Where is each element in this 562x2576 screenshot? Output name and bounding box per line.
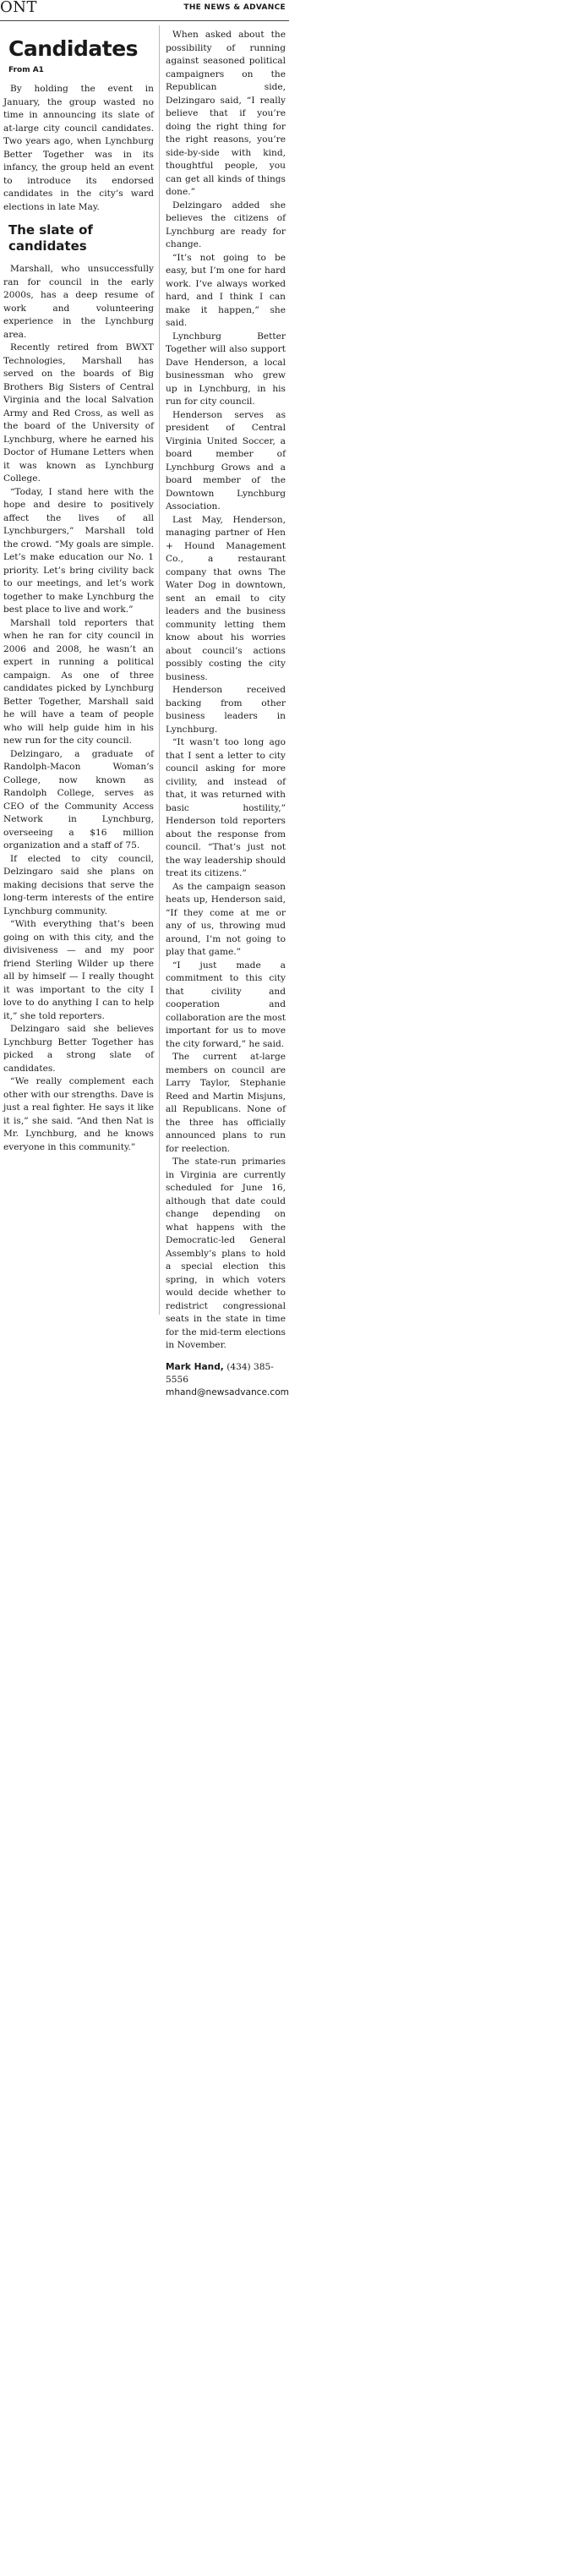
byline-phone: (434) 385-5556 <box>166 1361 274 1385</box>
article-paragraph: “Today, I stand here with the hope and desire to positively affect the lives of all Lynchburgers,” Marshall told the crowd. “My goals are simple. Let’s make education our No. 1 priority. Let’s bring civility back to our meetings, and let’s work together to make Lynchburg the best place to live and work.” <box>3 486 154 615</box>
right-column <box>166 29 290 1399</box>
intro-paragraphs <box>3 83 154 214</box>
article-paragraph: Henderson serves as president of Central Virginia United Soccer, a board member of Lynchburg Grows and a board member of the Downtown Lynchburg Association. <box>166 409 286 511</box>
article-paragraph: By holding the event in January, the group wasted no time in announcing its slate of at-large city council candidates. Two years ago, when Lynchburg Better Together was in its infancy, the group held an event to introduce its endorsed candidates in the city’s ward elections in late May. <box>3 84 154 212</box>
byline-name: Mark Hand, <box>166 1361 224 1372</box>
article-paragraph: The current at-large members on council are Larry Taylor, Stephanie Reed and Martin Misjuns, all Republicans. None of the three has officially announced plans to run for reelection. <box>166 1052 286 1154</box>
left-column <box>3 29 154 1154</box>
article-paragraph: “With everything that’s been going on with this city, and the divisiveness — and my poor friend Sterling Wilder up there all by himself — I really thought it was important to the city I love to do anything I can to help it,” she told reporters. <box>3 919 154 1021</box>
jump-label: From A1 <box>8 66 44 74</box>
article-paragraph: Marshall, who unsuccessfully ran for council in the early 2000s, has a deep resume of work and volunteering experience in the Lynchburg area. <box>3 264 154 340</box>
article-headline: Candidates <box>8 36 139 61</box>
article-paragraph: Marshall told reporters that when he ran for city council in 2006 and 2008, he wasn’t an expert in running a political campaign. As one of three candidates picked by Lynchburg Better Together, Marshall said he will have a team of people who will help guide him in his new run for the city council. <box>3 617 154 746</box>
article-paragraph: The state-run primaries in Virginia are currently scheduled for June 16, although that date could change depending on what happens with the Democratic-led General Assembly’s plans to hold a special election this spring, in which voters would decide whether to redistrict congressional seats in the state in time for the mid-term elections in November. <box>166 1157 286 1350</box>
section-subhead: The slate of candidates <box>8 222 93 254</box>
masthead <box>0 0 289 21</box>
byline-email: mhand@newsadvance.com <box>166 1386 290 1397</box>
article-paragraph: “We really complement each other with our strengths. Dave is just a real fighter. He says it like it is,” she said. “And then Nat is Mr. Lynchburg, and he knows everyone in this community.” <box>3 1076 154 1152</box>
article-paragraph: Delzingaro added she believes the citizens of Lynchburg are ready for change. <box>166 200 286 249</box>
article-paragraph: Last May, Henderson, managing partner of Hen + Hound Management Co., a restaurant company that owns The Water Dog in downtown, sent an email to city leaders and the business community letting them know about his worries about council’s actions possibly costing the city business. <box>166 514 286 682</box>
newspaper-name: THE NEWS & ADVANCE <box>183 3 286 12</box>
article-paragraph: When asked about the possibility of running against seasoned political campaigners on the Republican side, Delzingaro said, “I really believe that if you’re doing the right thing for the right reasons, you’re side-by-side with kind, thoughtful people, you can get all kinds of things done.” <box>166 30 286 197</box>
body-paragraphs-left <box>3 263 154 1154</box>
article-paragraph: Recently retired from BWXT Technologies, Marshall has served on the boards of Big Brothers Big Sisters of Central Virginia and the local Salvation Army and Red Cross, as well as the board of the University of Lynchburg, where he earned his Doctor of Humane Letters when it was known as Lynchburg College. <box>3 342 154 484</box>
article-paragraph: If elected to city council, Delzingaro said she plans on making decisions that serve the long-term interests of the entire Lynchburg community. <box>3 853 154 916</box>
article-paragraph: As the campaign season heats up, Henderson said, “If they come at me or any of us, throwing mud around, I’m not going to play that game.” <box>166 881 286 957</box>
article-paragraph: Lynchburg Better Together will also support Dave Henderson, a local businessman who grew up in Lynchburg, in his run for city council. <box>166 331 286 407</box>
section-name: ONT <box>0 0 38 16</box>
article-paragraph: “It’s not going to be easy, but I’m one for hard work. I’ve always worked hard, and I think I can make it happen,” she said. <box>166 252 286 328</box>
article-paragraph: Delzingaro, a graduate of Randolph-Macon Woman’s College, now known as Randolph College, serves as CEO of the Community Access Network in Lynchburg, overseeing a $16 million organization and a staff of 75. <box>3 748 154 850</box>
column-divider <box>159 25 160 1315</box>
article-paragraph: Henderson received backing from other business leaders in Lynchburg. <box>166 685 286 735</box>
body-paragraphs-right <box>166 29 286 1353</box>
byline <box>166 1361 290 1399</box>
article-paragraph: “I just made a commitment to this city that civility and cooperation and collaboration are the most important for us to move the city forward,” he said. <box>166 960 286 1049</box>
article-paragraph: “It wasn’t too long ago that I sent a letter to city council asking for more civility, and instead of that, it was returned with basic hostility,” Henderson told reporters about the response from council. “That’s just not the way leadership should treat its citizens.” <box>166 737 286 878</box>
article-paragraph: Delzingaro said she believes Lynchburg Better Together has picked a strong slate of candidates. <box>3 1024 154 1074</box>
